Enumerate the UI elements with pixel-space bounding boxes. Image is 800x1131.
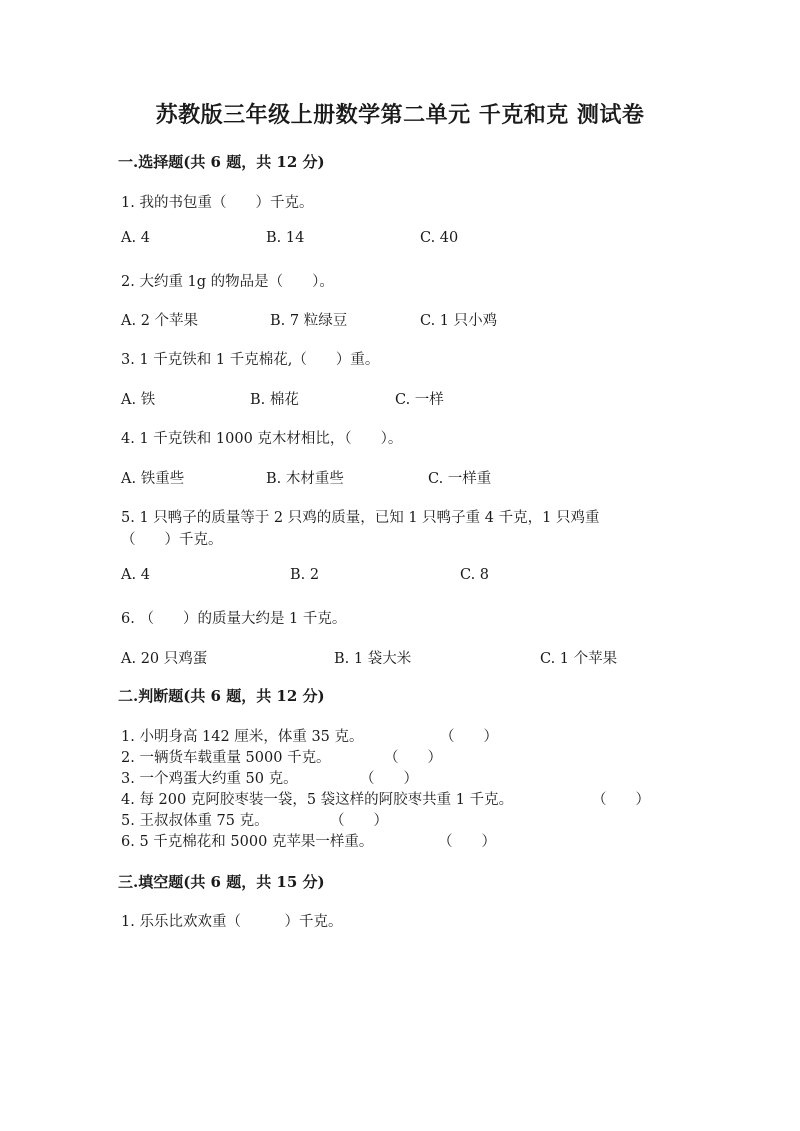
judge-item-text: 5. 王叔叔体重 75 克。: [121, 813, 269, 829]
judge-item-text: 2. 一辆货车载重量 5000 千克。: [121, 750, 331, 766]
answer-blank[interactable]: （ ）: [384, 750, 442, 766]
answer-blank[interactable]: （ ）: [592, 792, 650, 808]
judge-item-text: 6. 5 千克棉花和 5000 克苹果一样重。: [121, 834, 374, 850]
option-a: A. 4: [121, 230, 150, 246]
answer-blank[interactable]: （ ）: [360, 771, 418, 787]
question-stem: 2. 大约重 1g 的物品是（ ）。: [121, 274, 334, 290]
answer-blank[interactable]: （ ）: [440, 729, 498, 745]
question-stem-continued: （ ）千克。: [121, 532, 223, 548]
judge-item-text: 1. 小明身高 142 厘米，体重 35 克。: [121, 729, 364, 745]
answer-blank[interactable]: （ ）: [330, 813, 388, 829]
option-b: B. 14: [266, 230, 305, 246]
option-a: A. 2 个苹果: [121, 313, 199, 329]
option-c: C. 40: [420, 230, 459, 246]
page-title: 苏教版三年级上册数学第二单元 千克和克 测试卷: [155, 102, 645, 128]
option-c: C. 1 只小鸡: [420, 313, 498, 329]
question-stem: 3. 1 千克铁和 1 千克棉花,（ ）重。: [121, 352, 380, 368]
option-c: C. 1 个苹果: [540, 651, 618, 667]
question-stem: 1. 我的书包重（ ）千克。: [121, 195, 314, 211]
option-b: B. 木材重些: [266, 471, 344, 487]
section-heading-judge: 二.判断题(共 6 题，共 12 分): [118, 687, 325, 705]
question-stem: 1. 乐乐比欢欢重（ ）千克。: [121, 914, 343, 930]
answer-blank[interactable]: （ ）: [438, 834, 496, 850]
section-heading-choice: 一.选择题(共 6 题，共 12 分): [118, 153, 325, 171]
option-b: B. 棉花: [250, 392, 299, 408]
option-b: B. 2: [290, 567, 320, 583]
option-a: A. 铁: [121, 392, 156, 408]
option-b: B. 1 袋大米: [334, 651, 412, 667]
option-c: C. 一样重: [428, 471, 492, 487]
option-b: B. 7 粒绿豆: [270, 313, 348, 329]
judge-item-text: 4. 每 200 克阿胶枣装一袋，5 袋这样的阿胶枣共重 1 千克。: [121, 792, 514, 808]
judge-item-text: 3. 一个鸡蛋大约重 50 克。: [121, 771, 298, 787]
option-c: C. 8: [460, 567, 490, 583]
option-a: A. 铁重些: [121, 471, 185, 487]
question-stem: 6. （ ）的质量大约是 1 千克。: [121, 611, 347, 627]
option-c: C. 一样: [395, 392, 444, 408]
question-stem: 4. 1 千克铁和 1000 克木材相比，（ ）。: [121, 431, 403, 447]
section-heading-fill: 三.填空题(共 6 题，共 15 分): [118, 873, 325, 891]
option-a: A. 4: [121, 567, 150, 583]
option-a: A. 20 只鸡蛋: [121, 651, 208, 667]
question-stem: 5. 1 只鸭子的质量等于 2 只鸡的质量，已知 1 只鸭子重 4 千克，1 只鸡重: [121, 510, 600, 526]
